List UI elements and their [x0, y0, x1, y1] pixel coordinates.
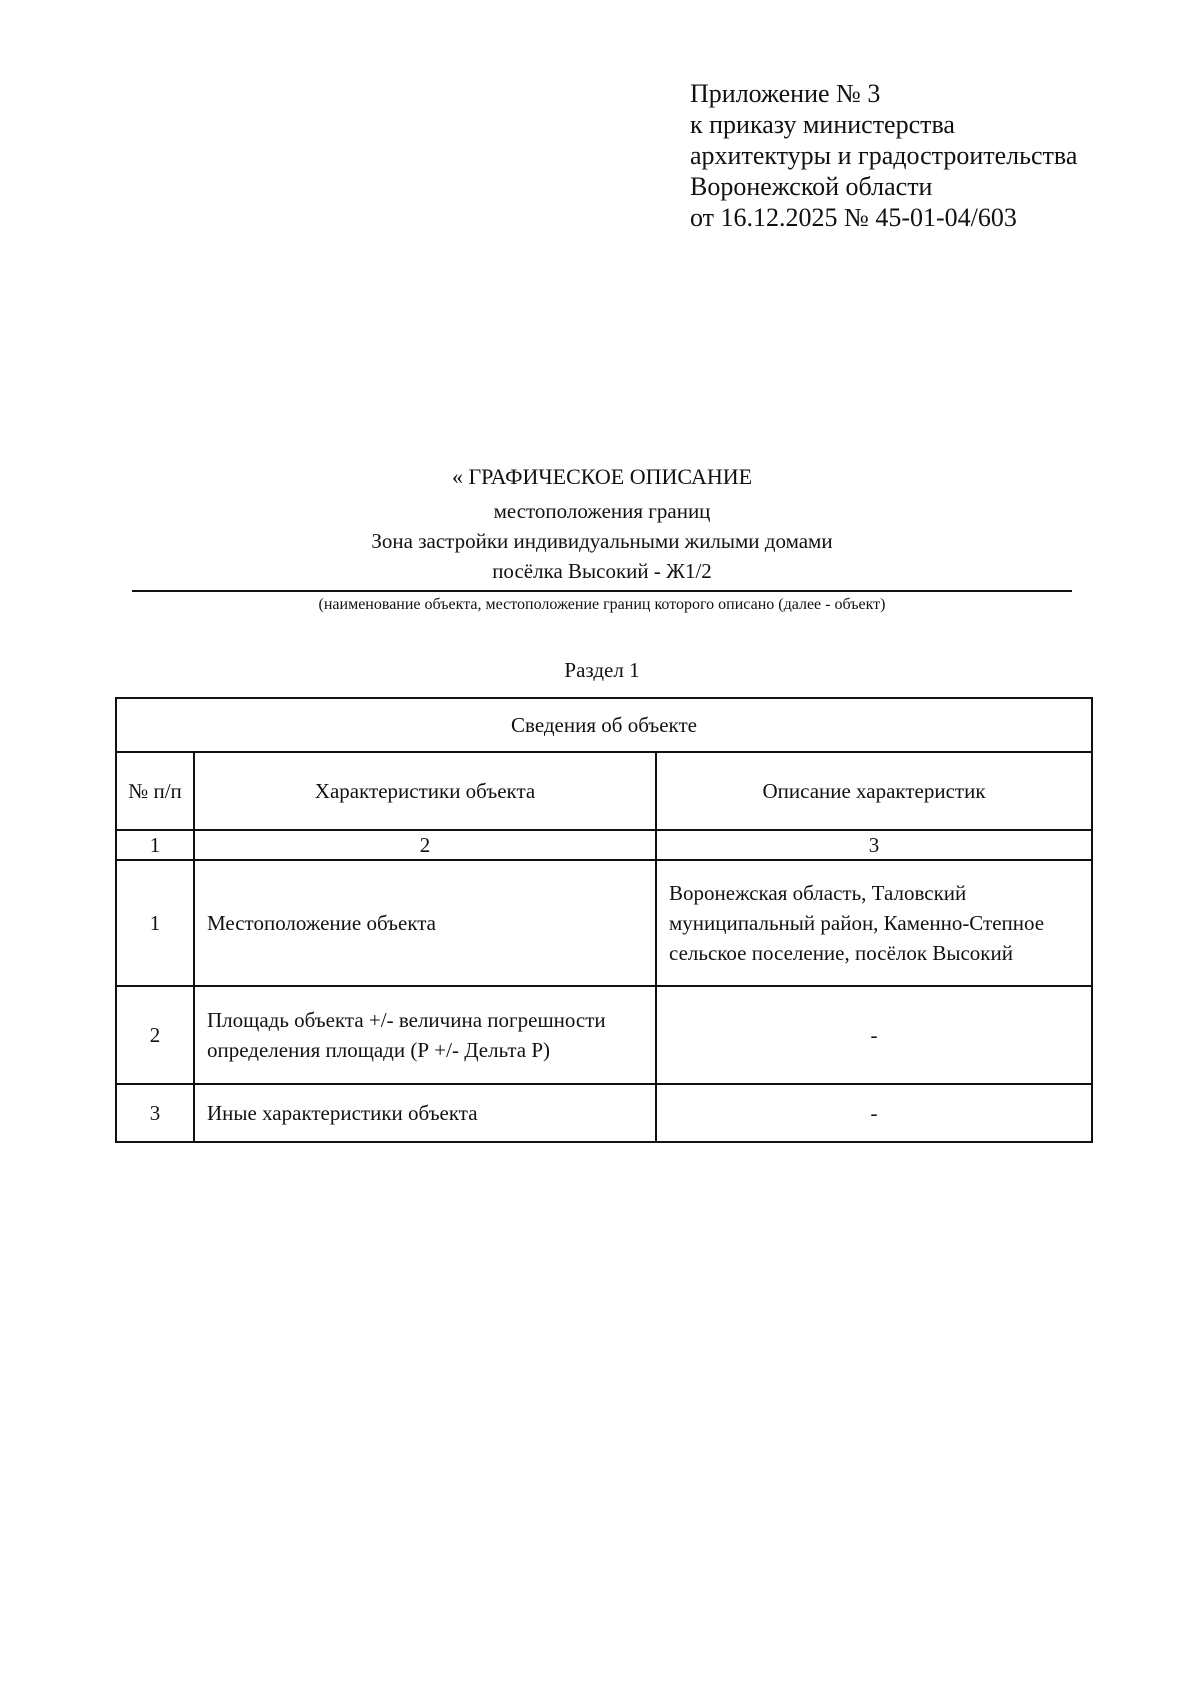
row-number: 2 [116, 986, 194, 1084]
table-row [116, 1084, 1092, 1142]
rule-caption: (наименование объекта, местоположение границ которого описано (далее - объект) [318, 596, 886, 613]
section-label: Раздел 1 [564, 658, 640, 682]
column-number: 2 [194, 830, 656, 860]
appendix-line: Воронежской области [690, 172, 933, 201]
header-characteristic: Характеристики объекта [194, 752, 656, 830]
document-title: « ГРАФИЧЕСКОЕ ОПИСАНИЕ [451, 464, 753, 489]
row-description: - [656, 986, 1092, 1084]
object-name-line: посёлка Высокий - Ж1/2 [492, 559, 712, 583]
appendix-block [690, 78, 1077, 233]
row-characteristic: Площадь объекта +/- величина погрешности определения площади (Р +/- Дельта Р) [194, 986, 656, 1084]
row-characteristic: Иные характеристики объекта [194, 1084, 656, 1142]
table-caption: Сведения об объекте [116, 698, 1092, 752]
row-description: - [656, 1084, 1092, 1142]
row-description: Воронежская область, Таловский муниципальный район, Каменно-Степное сельское поселение, посёлок Высокий [656, 860, 1092, 986]
appendix-line: от 16.12.2025 № 45-01-04/603 [690, 203, 1017, 232]
appendix-line: к приказу министерства [690, 110, 955, 139]
column-number: 1 [116, 830, 194, 860]
object-name-line: местоположения границ [493, 499, 711, 523]
row-characteristic: Местоположение объекта [194, 860, 656, 986]
table-header-row [116, 752, 1092, 830]
header-description: Описание характеристик [656, 752, 1092, 830]
title-block [132, 462, 1072, 586]
object-name-line: Зона застройки индивидуальными жилыми домами [371, 529, 833, 553]
underline-rule [132, 590, 1072, 592]
column-number: 3 [656, 830, 1092, 860]
appendix-line: Приложение № 3 [690, 79, 881, 108]
object-info-table [115, 697, 1093, 1143]
appendix-line: архитектуры и градостроительства [690, 141, 1078, 170]
table-row [116, 860, 1092, 986]
row-number: 1 [116, 860, 194, 986]
table-caption-row [116, 698, 1092, 752]
table-row [116, 986, 1092, 1084]
column-number-row [116, 830, 1092, 860]
header-number: № п/п [116, 752, 194, 830]
row-number: 3 [116, 1084, 194, 1142]
